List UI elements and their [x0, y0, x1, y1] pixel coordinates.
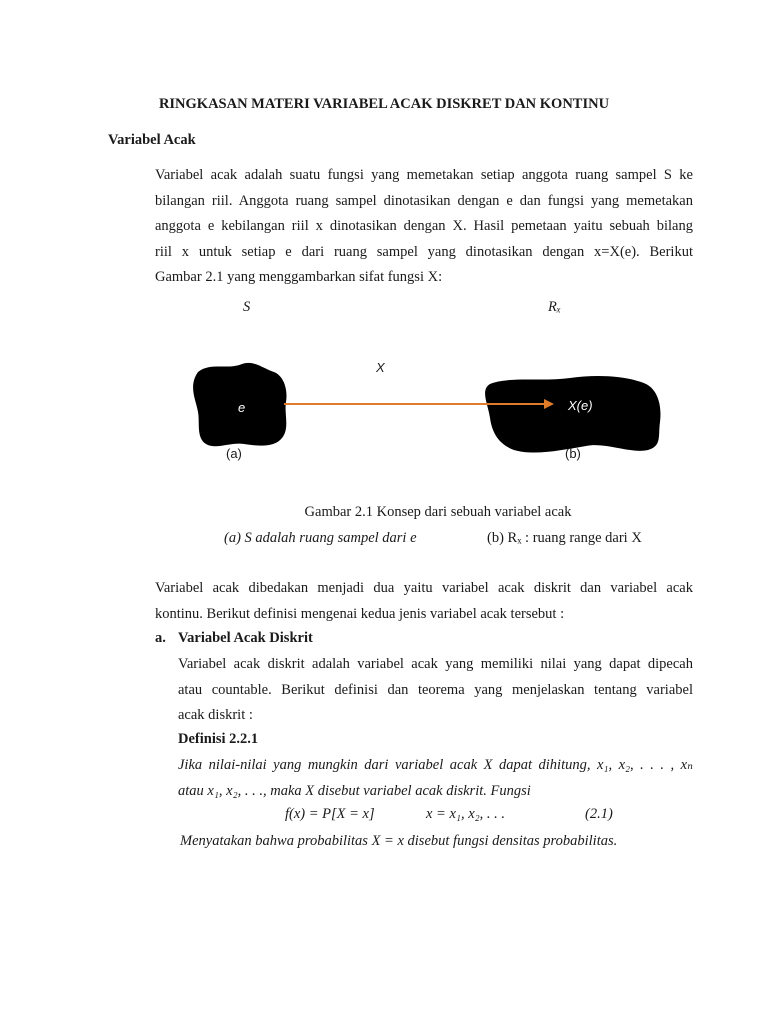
paragraph-line: atau countable. Berikut definisi dan teorema yang menjelaskan tentang variabel [178, 681, 693, 698]
list-marker-a: a. [155, 630, 166, 646]
paragraph-line: bilangan riil. Anggota ruang sampel dinotasikan dengan e dan fungsi yang memetakan [155, 192, 693, 209]
paragraph-line: Variabel acak diskrit adalah variabel acak yang memiliki nilai yang dapat dipecah [178, 656, 693, 672]
figure-label-b: (b) [565, 446, 581, 461]
formula-density-function: f(x) = P[X = x] [285, 806, 375, 822]
paragraph-variabel-acak [155, 163, 693, 291]
paragraph-line: acak diskrit : [178, 707, 253, 723]
definition-heading: Definisi 2.2.1 [178, 731, 259, 747]
paragraph-line: Variabel acak dibedakan menjadi dua yaitu variabel acak diskrit dan variabel acak [155, 580, 693, 596]
figure-label-e: e [238, 400, 246, 415]
definition-line: Jika nilai-nilai yang mungkin dari variabel acak X dapat dihitung, x₁, x₂, . . . , xₙ [178, 757, 693, 773]
paragraph-line: anggota e kebilangan riil x dinotasikan dengan X. Hasil pemetaan yaitu sebuah bilang [155, 218, 693, 234]
formula-number: (2.1) [585, 806, 613, 822]
paragraph-line: Variabel acak adalah suatu fungsi yang memetakan setiap anggota ruang sampel S ke [155, 167, 693, 183]
section-heading-variabel-acak: Variabel Acak [108, 132, 196, 148]
figure-label-rx: Rₓ [548, 299, 561, 315]
figure-caption: Gambar 2.1 Konsep dari sebuah variabel acak [304, 504, 572, 520]
paragraph-line: kontinu. Berikut definisi mengenai kedua jenis variabel acak tersebut : [155, 605, 565, 622]
figure-label-xe: X(e) [568, 398, 593, 413]
definition-body [178, 753, 693, 804]
subheading-variabel-acak-diskrit: Variabel Acak Diskrit [178, 630, 313, 646]
definition-line: atau x₁, x₂, . . ., maka X disebut variabel acak diskrit. Fungsi [178, 782, 531, 799]
figure-label-x: X [376, 360, 385, 375]
paragraph-variabel-acak-diskrit [178, 652, 693, 729]
range-space-blob [485, 376, 660, 453]
figure-label-s: S [243, 299, 251, 315]
paragraph-line: Gambar 2.1 yang menggambarkan sifat fungsi X: [155, 269, 443, 285]
figure-label-a: (a) [226, 446, 242, 461]
paragraph-line: riil x untuk setiap e dari ruang sampel yang dinotasikan dengan x=X(e). Berikut [155, 243, 693, 260]
formula-domain: x = x₁, x₂, . . . [426, 806, 506, 822]
definition-closing: Menyatakan bahwa probabilitas X = x disebut fungsi densitas probabilitas. [180, 833, 618, 849]
page-title: RINGKASAN MATERI VARIABEL ACAK DISKRET DAN KONTINU [158, 96, 610, 112]
figure-subcaption-b: (b) Rₓ : ruang range dari X [487, 530, 642, 546]
paragraph-jenis-variabel [155, 576, 693, 627]
figure-subcaption-a: (a) S adalah ruang sampel dari e [224, 530, 417, 546]
